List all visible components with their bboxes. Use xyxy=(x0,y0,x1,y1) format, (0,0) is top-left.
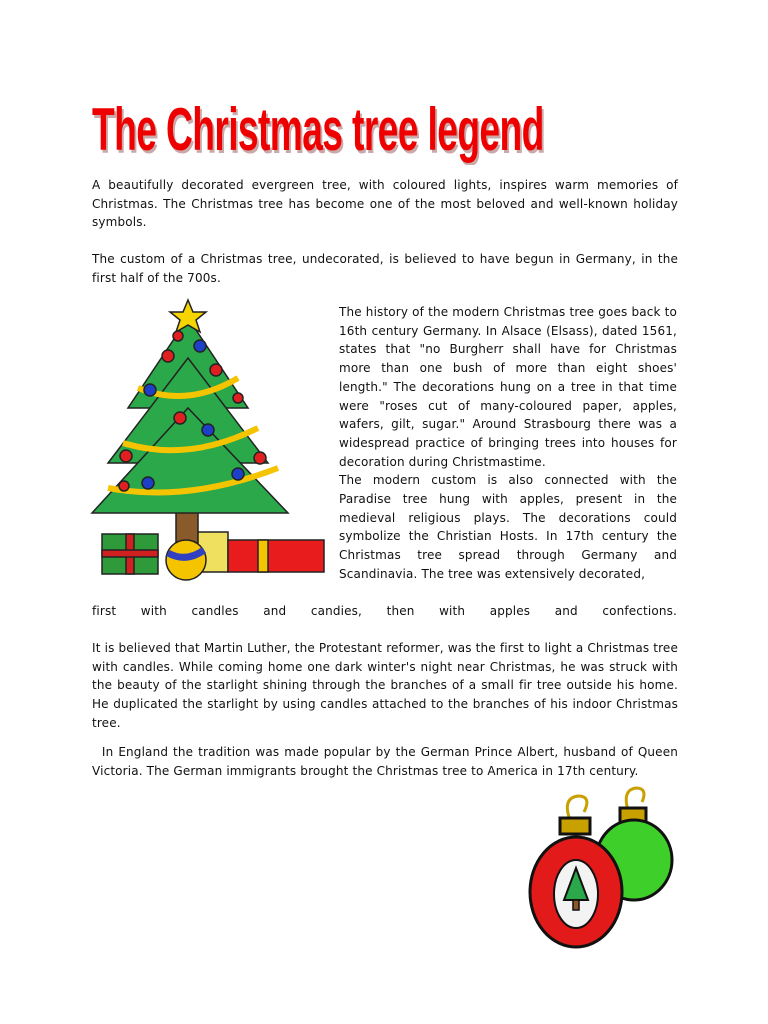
paragraph-custom: The custom of a Christmas tree, undecorated, is believed to have begun in Germany, in the first half of the 700s. xyxy=(92,252,678,285)
ornaments-illustration xyxy=(528,782,708,952)
history-text: The history of the modern Christmas tree goes back to 16th century Germany. In Alsace (Elsass), dated 1561, states that "no Burgherr shall have for Christmas more than one bush of more than eight shoes' length." The decorations hung on a tree in that time were "roses cut of many-coloured paper, apples, wafers, gilt, sugar." Around Strasbourg there was a widespread practice of bringing trees into houses for decoration during Christmastime. xyxy=(339,305,677,469)
page-title: The Christmas tree legend xyxy=(92,96,544,163)
england-text: In England the tradition was made popular by the German Prince Albert, husband of Queen Victoria. The German immigrants brought the Christmas tree to America in 17th century. xyxy=(92,745,678,778)
christmas-tree-illustration xyxy=(88,298,328,583)
paragraph-intro: A beautifully decorated evergreen tree, with coloured lights, inspires warm memories of Christmas. The Christmas tree has become one of the most beloved and well-known holiday symbols. xyxy=(92,178,678,230)
paragraph-luther: It is believed that Martin Luther, the Protestant reformer, was the first to light a Christmas tree with candles. While coming home one dark winter's night near Christmas, he was struck with the beauty of the starlight shining through the branches of a small fir tree outside his home. He duplicated the starlight by using candles attached to the branches of his indoor Christmas tree. xyxy=(92,641,678,730)
paragraph-history xyxy=(339,303,677,584)
modern-text: The modern custom is also connected with the Paradise tree hung with apples, present in the medieval religious plays. The decorations could symbolize the Christian Hosts. In 17th century the Christmas tree spread through Germany and Scandinavia. The tree was extensively decorated, xyxy=(339,473,677,581)
paragraph-england xyxy=(92,743,678,780)
paragraph-modern-continued: first with candles and candies, then with apples and confections. xyxy=(92,604,677,618)
